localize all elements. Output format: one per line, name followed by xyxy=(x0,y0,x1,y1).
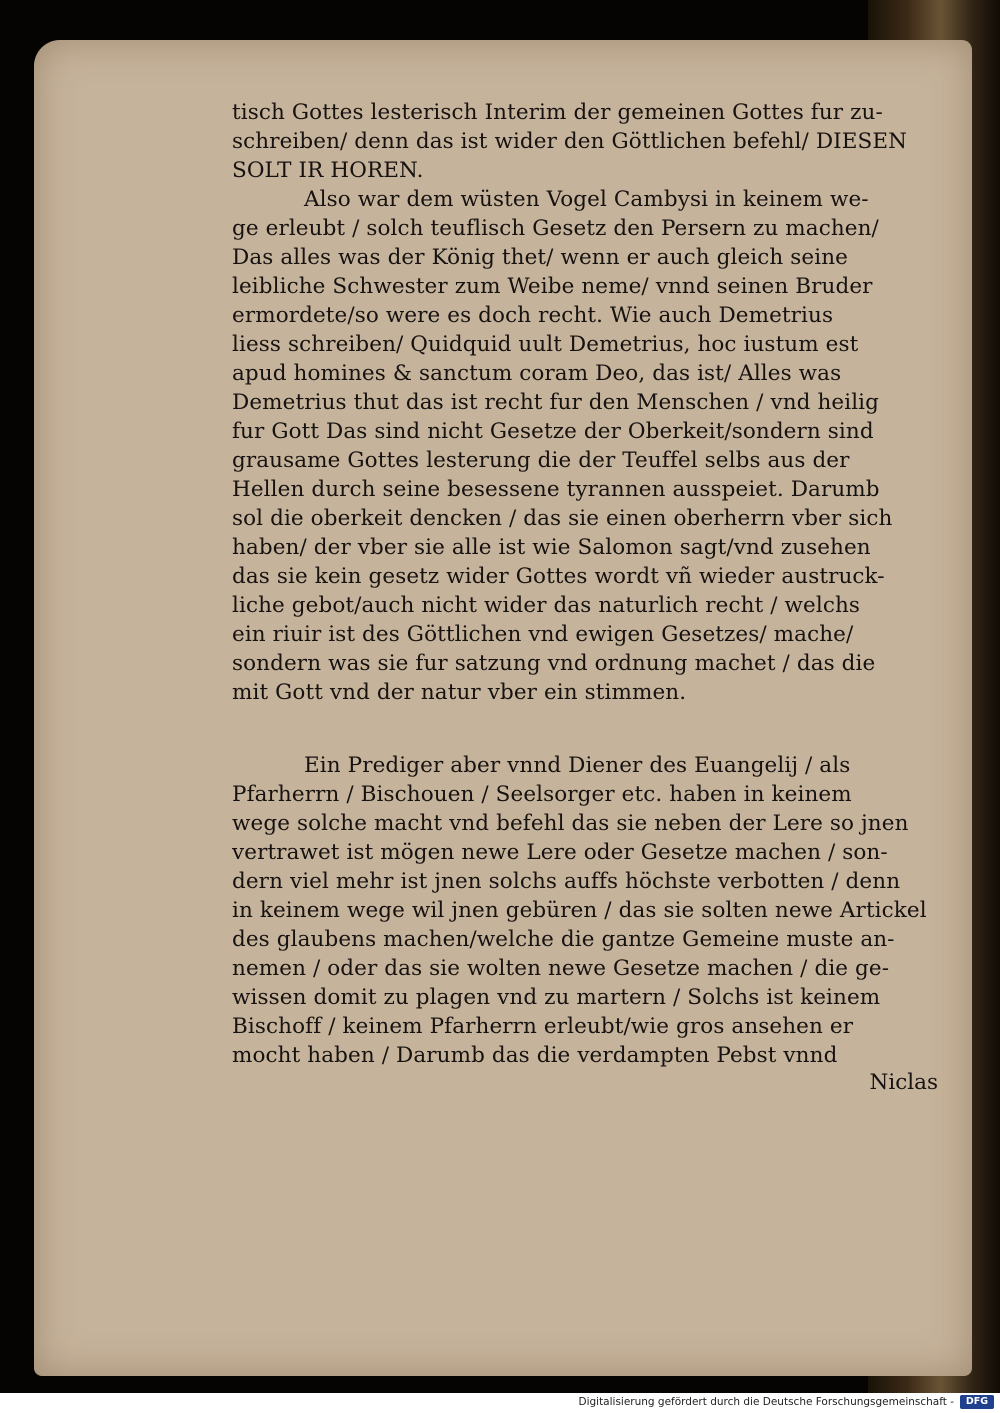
text-line: Ein Prediger aber vnnd Diener des Euangelij / als xyxy=(304,753,851,778)
text-line: fur Gott Das sind nicht Gesetze der Oberkeit/sondern sind xyxy=(232,419,874,444)
page-text xyxy=(232,98,938,1070)
text-line: vertrawet ist mögen newe Lere oder Gesetze machen / son- xyxy=(232,840,888,865)
text-line: Das alles was der König thet/ wenn er auch gleich seine xyxy=(232,245,848,270)
text-line: ein riuir ist des Göttlichen vnd ewigen Gesetzes/ mache/ xyxy=(232,622,854,647)
text-line: sondern was sie fur satzung vnd ordnung machet / das die xyxy=(232,651,876,676)
text-line: ermordete/so were es doch recht. Wie auch Demetrius xyxy=(232,303,834,328)
text-line: wissen domit zu plagen vnd zu martern / Solchs ist keinem xyxy=(232,985,881,1010)
text-line: sol die oberkeit dencken / das sie einen oberherrn vber sich xyxy=(232,506,893,531)
text-line: liche gebot/auch nicht wider das naturlich recht / welchs xyxy=(232,593,861,618)
text-line: mocht haben / Darumb das die verdampten Pebst vnnd xyxy=(232,1043,838,1068)
text-line: grausame Gottes lesterung die der Teuffel selbs aus der xyxy=(232,448,850,473)
text-line: schreiben/ denn das ist wider den Göttlichen befehl/ DIESEN xyxy=(232,129,908,154)
text-line: Pfarherrn / Bischouen / Seelsorger etc. haben in keinem xyxy=(232,782,852,807)
text-line: ge erleubt / solch teuflisch Gesetz den Persern zu machen/ xyxy=(232,216,879,241)
text-line: nemen / oder das sie wolten newe Gesetze machen / die ge- xyxy=(232,956,890,981)
text-line: des glaubens machen/welche die gantze Gemeine muste an- xyxy=(232,927,895,952)
text-line: liess schreiben/ Quidquid uult Demetrius, hoc iustum est xyxy=(232,332,859,357)
paragraph-2 xyxy=(232,751,938,1070)
paragraph-1 xyxy=(232,98,938,707)
text-line: Bischoff / keinem Pfarherrn erleubt/wie gros ansehen er xyxy=(232,1014,854,1039)
text-line: mit Gott vnd der natur vber ein stimmen. xyxy=(232,680,687,705)
text-line: SOLT IR HOREN. xyxy=(232,158,424,183)
text-line: apud homines & sanctum coram Deo, das ist/ Alles was xyxy=(232,361,842,386)
text-line: Also war dem wüsten Vogel Cambysi in keinem we- xyxy=(304,187,869,212)
footer-credit: Digitalisierung gefördert durch die Deutsche Forschungsgemeinschaft - xyxy=(578,1396,954,1408)
text-line: in keinem wege wil jnen gebüren / das sie solten newe Artickel xyxy=(232,898,927,923)
text-line: Hellen durch seine besessene tyrannen ausspeiet. Darumb xyxy=(232,477,880,502)
dfg-logo: DFG xyxy=(960,1395,994,1409)
text-line: wege solche macht vnd befehl das sie neben der Lere so jnen xyxy=(232,811,909,836)
text-line: das sie kein gesetz wider Gottes wordt vñ wieder austruck- xyxy=(232,564,885,589)
text-line: tisch Gottes lesterisch Interim der gemeinen Gottes fur zu- xyxy=(232,100,883,125)
text-line: haben/ der vber sie alle ist wie Salomon sagt/vnd zusehen xyxy=(232,535,871,560)
text-line: Demetrius thut das ist recht fur den Menschen / vnd heilig xyxy=(232,390,880,415)
catchword: Niclas xyxy=(869,1070,938,1095)
text-line: leibliche Schwester zum Weibe neme/ vnnd seinen Bruder xyxy=(232,274,873,299)
text-line: dern viel mehr ist jnen solchs auffs höchste verbotten / denn xyxy=(232,869,901,894)
